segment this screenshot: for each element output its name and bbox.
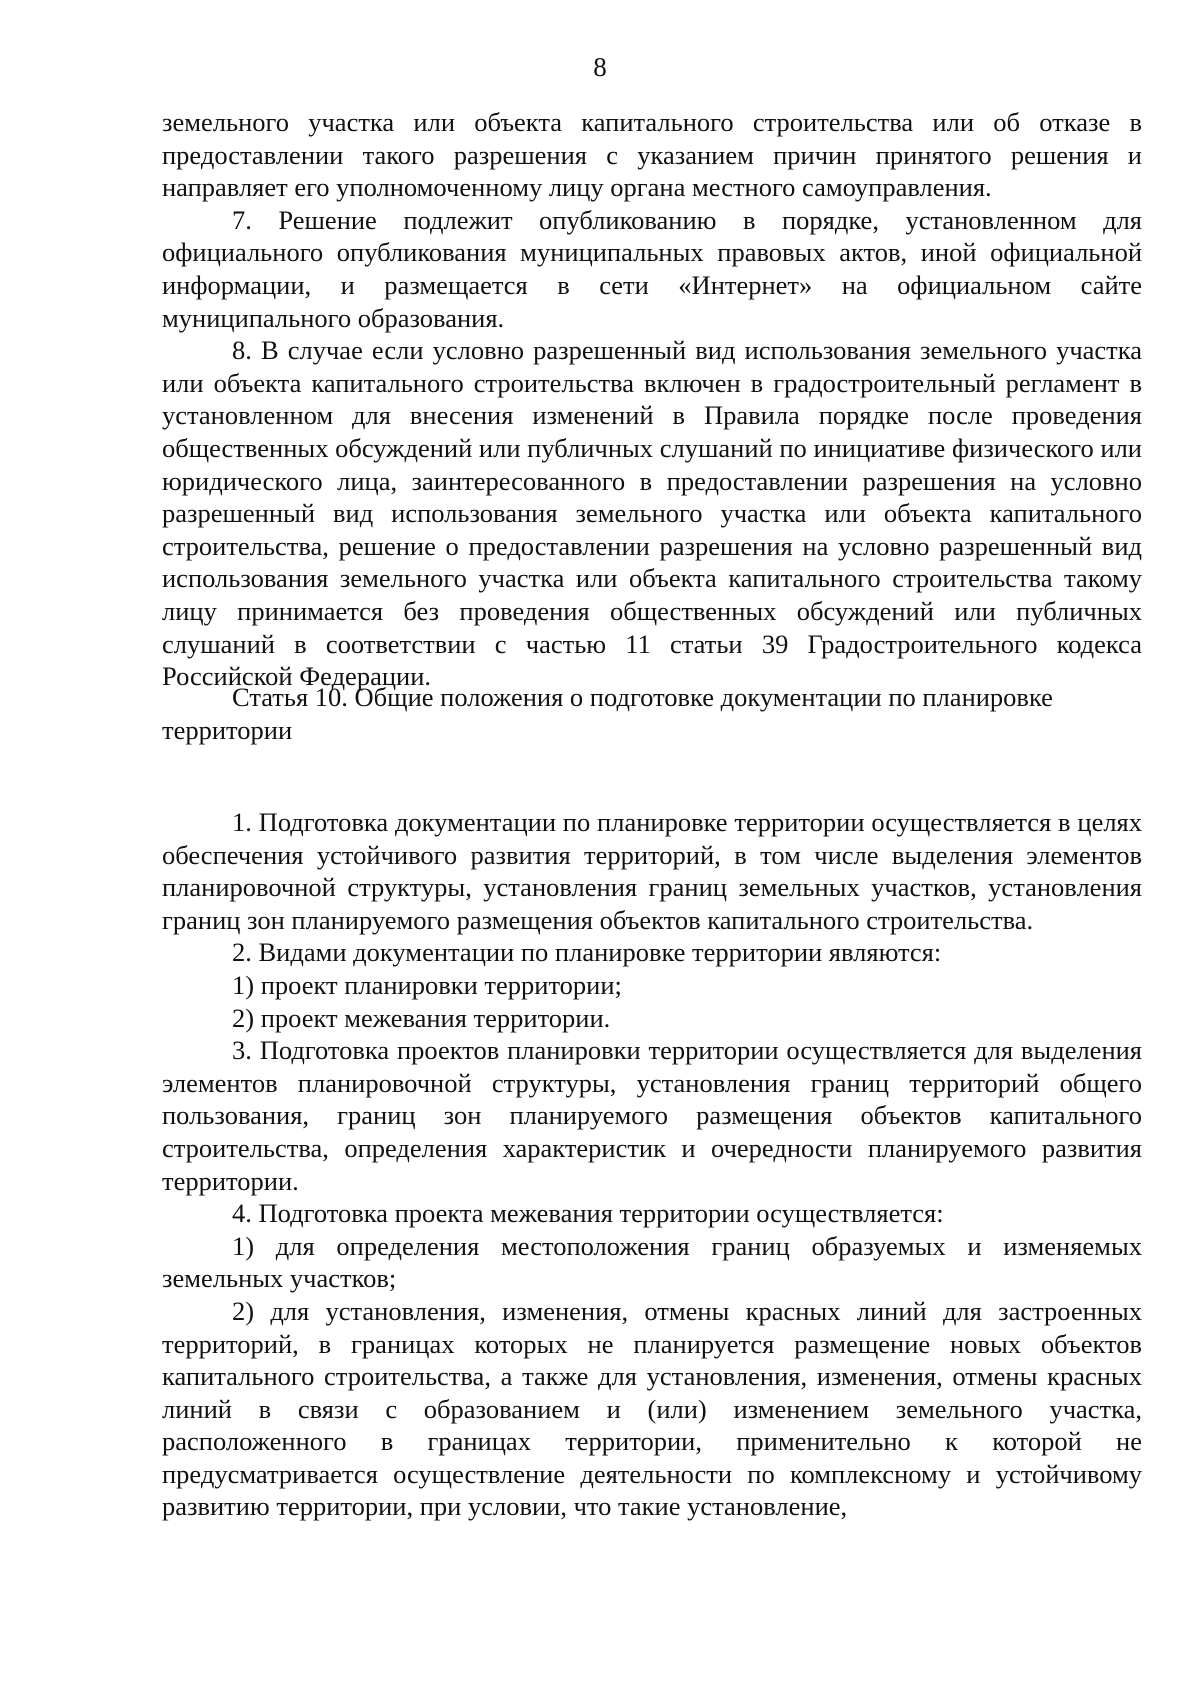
paragraph-point-2: 2. Видами документации по планировке территории являются:: [232, 937, 942, 968]
paragraph-item-7: 7. Решение подлежит опубликованию в порядке, установленном для официального опубликования муниципальных правовых актов, иной официальной информации, и размещается в сети «Интернет» на официальном сайте муниципального образования.: [162, 204, 1142, 333]
paragraph-point-1: 1. Подготовка документации по планировке территории осуществляется в целях обеспечения устойчивого развития территорий, в том числе выделения элементов планировочной структуры, установления границ земельных участков, установления границ зон планируемого размещения объектов капитального строительства.: [162, 807, 1142, 935]
article-heading: Статья 10. Общие положения о подготовке документации по планировке территории: [162, 682, 1053, 745]
text-block-top: [162, 106, 1142, 693]
list-item-surveying-project: 2) проект межевания территории.: [232, 1002, 611, 1033]
list-item-4-2: 2) для установления, изменения, отмены красных линий для застроенных территорий, в границах которых не планируется размещение новых объектов капитального строительства, а также для установления, изменения, отмены красных линий в связи с образованием и (или) изменением земельного участка, расположенного в границах территории, применительно к которой не предусматривается осуществление деятельности по комплексному и устойчивому развитию территории, при условии, что такие установление,: [162, 1295, 1142, 1522]
paragraph-continuation: земельного участка или объекта капитального строительства или об отказе в предоставлении такого разрешения с указанием причин принятого решения и направляет его уполномоченному лицу органа местного самоуправления.: [162, 107, 1142, 203]
paragraph-item-8: 8. В случае если условно разрешенный вид использования земельного участка или объекта капитального строительства включен в градостроительный регламент в установленном для внесения изменений в Правила порядке после проведения общественных обсуждений или публичных слушаний по инициативе физического или юридического лица, заинтересованного в предоставлении разрешения на условно разрешенный вид использования земельного участка или объекта капитального строительства, решение о предоставлении разрешения на условно разрешенный вид использования земельного участка или объекта капитального строительства такому лицу принимается без проведения общественных обсуждений или публичных слушаний в соответствии с частью 11 статьи 39 Градостроительного кодекса Российской Федерации.: [162, 335, 1142, 692]
list-item-planning-project: 1) проект планировки территории;: [232, 969, 622, 1000]
list-item-4-1: 1) для определения местоположения границ образуемых и изменяемых земельных участков;: [162, 1230, 1142, 1294]
article-heading-block: [162, 681, 1142, 746]
page-number: 8: [593, 52, 607, 82]
paragraph-point-4: 4. Подготовка проекта межевания территории осуществляется:: [232, 1198, 944, 1229]
paragraph-point-3: 3. Подготовка проектов планировки территории осуществляется для выделения элементов планировочной структуры, установления границ территорий общего пользования, границ зон планируемого размещения объектов капитального строительства, определения характеристик и очередности планируемого развития территории.: [162, 1035, 1142, 1196]
text-block-bottom: [162, 806, 1142, 1523]
